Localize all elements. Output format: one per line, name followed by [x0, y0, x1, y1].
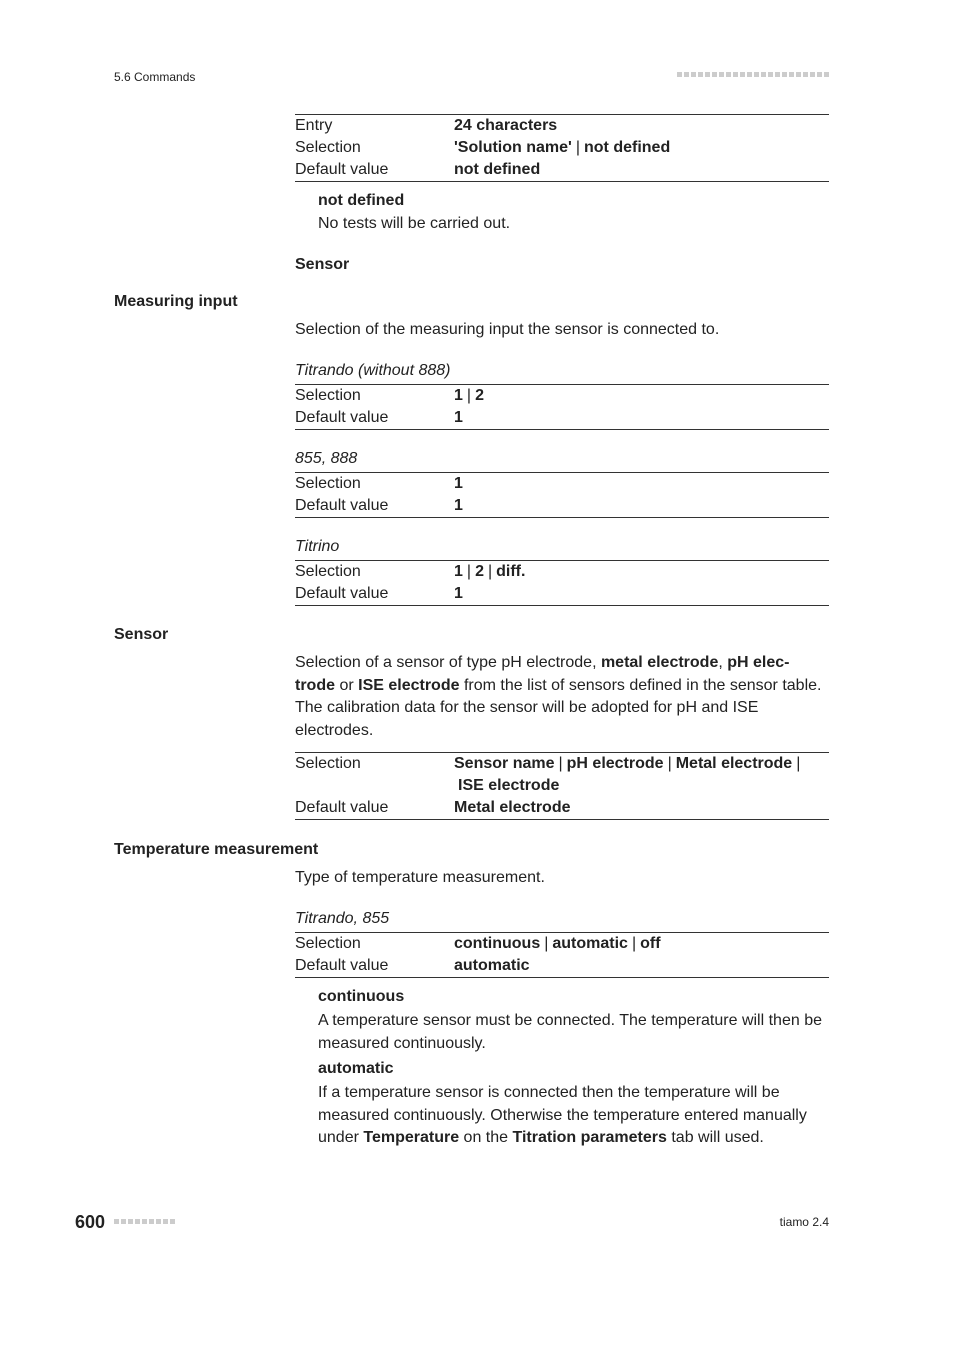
device-subtitle: 855, 888 — [295, 450, 358, 467]
table-row — [295, 955, 829, 978]
row-label: Default value — [295, 409, 389, 426]
solution-parameter-table — [295, 114, 829, 182]
row-label: Selection — [295, 139, 361, 156]
product-name: tiamo 2.4 — [779, 1215, 829, 1229]
parameter-label-sensor: Sensor — [114, 626, 169, 643]
parameter-description: Type of temperature measurement. — [295, 869, 545, 886]
table-row — [295, 137, 829, 159]
table-row — [295, 495, 829, 518]
row-value: 1 — [454, 585, 463, 602]
855-input-table — [295, 472, 829, 518]
sensor-table — [295, 752, 829, 820]
footer-dots-decoration — [114, 1219, 175, 1224]
table-row — [295, 473, 829, 496]
row-label: Selection — [295, 563, 361, 580]
table-row — [295, 933, 829, 956]
row-value: 1 — [454, 497, 463, 514]
parameter-label-measuring-input: Measuring input — [114, 293, 238, 310]
definition-description: A temperature sensor must be connected. The temperature will then be measured continuously. — [318, 1012, 822, 1052]
section-heading-sensor: Sensor — [295, 256, 350, 273]
parameter-description: Selection of the measuring input the sensor is connected to. — [295, 321, 720, 338]
row-value: automatic — [454, 957, 530, 974]
row-label: Selection — [295, 387, 361, 404]
row-value: not defined — [454, 161, 541, 178]
row-label: Default value — [295, 161, 389, 178]
temperature-table — [295, 932, 829, 978]
row-value: 1 | 2 | diff. — [454, 563, 526, 580]
titrando-input-table — [295, 384, 829, 430]
table-row — [295, 797, 829, 820]
row-label: Selection — [295, 935, 361, 952]
device-subtitle: Titrino — [295, 538, 340, 555]
device-subtitle: Titrando, 855 — [295, 910, 390, 927]
header-dots-decoration — [677, 72, 829, 77]
device-subtitle: Titrando (without 888) — [295, 362, 451, 379]
table-row — [295, 159, 829, 182]
row-label: Selection — [295, 755, 361, 772]
row-label: Entry — [295, 117, 333, 134]
titrino-input-table — [295, 560, 829, 606]
table-row — [295, 385, 829, 408]
row-label: Default value — [295, 585, 389, 602]
row-value: Metal electrode — [454, 799, 571, 816]
definition-term: continuous — [318, 988, 405, 1005]
definition-term: not defined — [318, 192, 405, 209]
page-number: 600 — [75, 1212, 106, 1232]
row-value: 'Solution name' | not defined — [454, 139, 671, 156]
parameter-description: Selection of a sensor of type pH electrode, metal electrode, pH elec-trode or ISE electrode from the list of sensors defined in the sensor table. The calibration data for the sensor will be adopted for pH and ISE electrodes. — [295, 654, 822, 739]
table-row — [295, 753, 829, 798]
row-value: continuous | automatic | off — [454, 935, 661, 952]
row-value: 1 — [454, 475, 463, 492]
table-row — [295, 561, 829, 584]
table-row — [295, 583, 829, 606]
row-label: Selection — [295, 475, 361, 492]
parameter-label-temperature: Temperature measurement — [114, 841, 319, 858]
row-label: Default value — [295, 957, 389, 974]
definition-description: No tests will be carried out. — [318, 215, 511, 232]
table-row — [295, 115, 829, 138]
row-label: Default value — [295, 497, 389, 514]
definition-term: automatic — [318, 1060, 394, 1077]
definition-description: If a temperature sensor is connected then the temperature will be measured continuously. Otherwise the temperature entered manually under Temperature on the Titration parameters tab will used. — [318, 1084, 807, 1146]
row-value: 1 | 2 — [454, 387, 484, 404]
row-label: Default value — [295, 799, 389, 816]
row-value: 1 — [454, 409, 463, 426]
running-header: 5.6 Commands — [114, 70, 196, 84]
row-value: Sensor name | pH electrode | Metal electrode | ISE electrode — [454, 755, 801, 794]
row-value: 24 characters — [454, 117, 558, 134]
table-row — [295, 407, 829, 430]
